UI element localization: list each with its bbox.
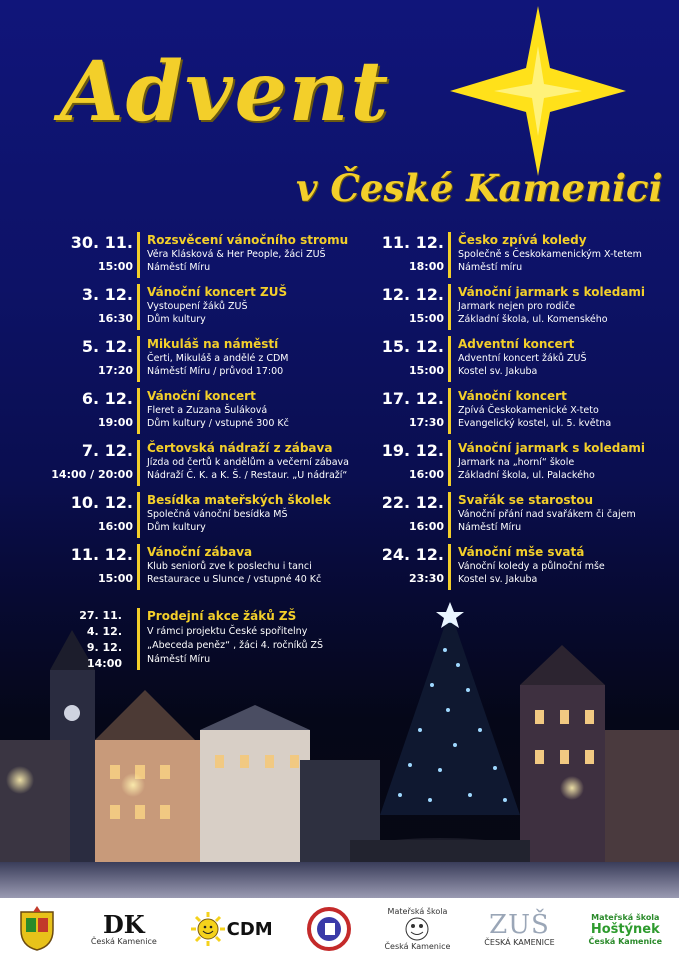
event-name: Vánoční jarmark s koledami xyxy=(458,285,646,299)
event-divider xyxy=(448,388,451,434)
event-item xyxy=(311,440,646,481)
event-date: 7. 12. xyxy=(81,441,133,460)
event-place: Náměstí míru xyxy=(458,262,523,273)
event-time: 18:00 xyxy=(408,260,444,273)
event-place: Dům kultury / vstupné 300 Kč xyxy=(147,418,289,429)
event-time: 15:00 xyxy=(97,572,133,585)
event-item xyxy=(311,388,611,428)
event-place: Náměstí Míru / průvod 17:00 xyxy=(147,366,284,377)
event-date: 3. 12. xyxy=(81,285,133,304)
cdm-logo-text: CDM xyxy=(226,918,273,940)
event-detail: Jarmark nejen pro rodiče xyxy=(458,301,576,312)
event-date: 11. 12. xyxy=(70,545,133,564)
zus-logo xyxy=(484,902,554,956)
event-detail: „Abeceda peněz“ , žáci 4. ročníků ZŠ xyxy=(147,640,324,651)
event-name: Prodejní akce žáků ZŠ xyxy=(147,609,297,623)
sun-icon xyxy=(191,912,225,946)
event-time: 19:00 xyxy=(97,416,133,429)
event-date: 11. 12. xyxy=(381,233,444,252)
event-detail: Zpívá Českokamenické X-teto xyxy=(458,405,599,416)
event-date: 4. 12. xyxy=(86,625,122,638)
event-detail: Společná vánoční besídka MŠ xyxy=(147,509,288,520)
event-item-sale xyxy=(0,608,340,678)
cdm-logo xyxy=(191,902,273,956)
event-name: Vánoční koncert xyxy=(458,389,567,403)
dk-logo-letters: DK xyxy=(102,909,145,939)
event-time: 15:00 xyxy=(408,364,444,377)
event-time: 15:00 xyxy=(97,260,133,273)
event-item xyxy=(311,492,636,533)
event-divider xyxy=(448,232,451,278)
gm-icon xyxy=(307,907,351,951)
event-detail: Společně s Českokamenickým X-tetem xyxy=(458,249,642,260)
event-detail: Klub seniorů zve k poslechu i tanci xyxy=(147,561,312,572)
poster-subtitle: v České Kamenici xyxy=(296,166,663,210)
event-place: Nádraží Č. K. a K. Š. / Restaur. „U nádraží“ xyxy=(147,470,348,481)
event-item xyxy=(0,336,300,376)
hostynek-top: Mateřská škola xyxy=(591,912,660,922)
event-date: 10. 12. xyxy=(70,493,133,512)
event-detail: Vánoční koledy a půlnoční mše xyxy=(458,561,605,572)
event-place: Základní škola, ul. Komenského xyxy=(458,314,608,325)
coat-of-arms-logo xyxy=(17,902,57,956)
event-detail: Fleret a Zuzana Šuláková xyxy=(147,405,268,416)
event-item xyxy=(0,232,349,273)
event-divider xyxy=(137,608,140,670)
event-item xyxy=(311,284,646,325)
event-item xyxy=(0,388,300,428)
event-divider xyxy=(448,544,451,590)
event-name: Čertovská nádraží z zábava xyxy=(147,441,333,455)
zus-logo-letters: ZUŠ xyxy=(489,909,550,940)
ms-zvolna-bottom: Česká Kamenice xyxy=(384,942,451,951)
event-place: Náměstí Míru xyxy=(147,654,211,665)
event-divider xyxy=(137,284,140,330)
event-name: Vánoční koncert ZUŠ xyxy=(147,285,288,299)
event-time: 17:20 xyxy=(97,364,133,377)
event-divider xyxy=(137,492,140,538)
event-name: Adventní koncert xyxy=(458,337,575,351)
event-name: Vánoční jarmark s koledami xyxy=(458,441,646,455)
star-icon xyxy=(448,6,628,176)
event-date: 12. 12. xyxy=(381,285,444,304)
event-date: 6. 12. xyxy=(81,389,133,408)
event-place: Dům kultury xyxy=(147,522,206,533)
event-detail: Věra Klásková & Her People, žáci ZUŠ xyxy=(147,249,326,260)
event-place: Náměstí Míru xyxy=(147,262,211,273)
event-date: 15. 12. xyxy=(381,337,444,356)
ms-zvolna-logo xyxy=(384,902,450,956)
event-date: 5. 12. xyxy=(81,337,133,356)
event-detail: V rámci projektu České spořitelny xyxy=(147,626,308,637)
event-name: Česko zpívá koledy xyxy=(458,233,587,247)
event-divider xyxy=(448,336,451,382)
sponsor-logos xyxy=(0,898,679,960)
event-name: Besídka mateřských školek xyxy=(147,493,331,507)
event-date: 17. 12. xyxy=(381,389,444,408)
event-detail: Jízda od čertů k andělům a večerní zábava xyxy=(147,457,349,468)
event-date: 24. 12. xyxy=(381,545,444,564)
hostynek-logo xyxy=(589,902,663,956)
event-place: Základní škola, ul. Palackého xyxy=(458,470,595,481)
event-date: 19. 12. xyxy=(381,441,444,460)
event-time: 14:00 xyxy=(86,657,122,670)
event-divider xyxy=(137,440,140,486)
event-time: 16:00 xyxy=(97,520,133,533)
event-name: Vánoční zábava xyxy=(147,545,253,559)
event-item xyxy=(0,440,349,481)
event-place: Náměstí Míru xyxy=(458,522,522,533)
event-detail: Adventní koncert žáků ZUŠ xyxy=(458,353,587,364)
event-date: 22. 12. xyxy=(381,493,444,512)
event-time: 17:30 xyxy=(408,416,444,429)
event-time: 15:00 xyxy=(408,312,444,325)
dk-logo-caption: Česká Kamenice xyxy=(90,936,157,946)
event-item xyxy=(0,492,331,533)
event-item xyxy=(0,284,300,324)
ms-zvolna-top: Mateřská škola xyxy=(387,907,448,916)
event-divider xyxy=(137,232,140,278)
event-time: 14:00 / 20:00 xyxy=(51,468,133,481)
event-time: 16:30 xyxy=(97,312,133,325)
event-divider xyxy=(137,388,140,434)
event-detail: Vánoční přání nad svařákem či čajem xyxy=(458,509,636,520)
event-name: Vánoční mše svatá xyxy=(458,545,585,559)
event-place: Dům kultury xyxy=(147,314,206,325)
event-item xyxy=(311,544,611,584)
event-detail: Vystoupení žáků ZUŠ xyxy=(147,301,248,312)
event-name: Svařák se starostou xyxy=(458,493,593,507)
event-time: 16:00 xyxy=(408,520,444,533)
event-time: 16:00 xyxy=(408,468,444,481)
hostynek-bottom: Česká Kamenice xyxy=(588,936,663,946)
children-icon xyxy=(402,916,432,942)
coat-of-arms-icon xyxy=(17,906,57,952)
event-name: Mikuláš na náměstí xyxy=(147,337,279,351)
event-detail: Jarmark na „horní“ škole xyxy=(458,457,575,468)
event-name: Rozsvěcení vánočního stromu xyxy=(147,233,349,247)
event-place: Restaurace u Slunce / vstupné 40 Kč xyxy=(147,574,322,585)
event-item xyxy=(311,336,611,376)
event-item xyxy=(0,544,322,585)
poster-title: Advent xyxy=(60,44,391,140)
event-place: Kostel sv. Jakuba xyxy=(458,574,538,585)
event-date: 30. 11. xyxy=(70,233,133,252)
event-item xyxy=(311,232,642,273)
event-divider xyxy=(448,492,451,538)
event-date: 9. 12. xyxy=(86,641,122,654)
event-divider xyxy=(448,284,451,330)
hostynek-name: Hoštýnek xyxy=(590,921,660,937)
event-time: 23:30 xyxy=(408,572,444,585)
zus-logo-caption: ČESKÁ KAMENICE xyxy=(484,937,555,947)
event-place: Evangelický kostel, ul. 5. května xyxy=(458,418,612,429)
event-detail: Čerti, Mikuláš a andělé z CDM xyxy=(147,353,289,364)
event-divider xyxy=(137,544,140,590)
event-divider xyxy=(448,440,451,486)
event-divider xyxy=(137,336,140,382)
event-name: Vánoční koncert xyxy=(147,389,256,403)
gm-logo xyxy=(307,902,351,956)
dk-logo xyxy=(91,902,157,956)
event-date: 27. 11. xyxy=(79,609,122,622)
event-place: Kostel sv. Jakuba xyxy=(458,366,538,377)
